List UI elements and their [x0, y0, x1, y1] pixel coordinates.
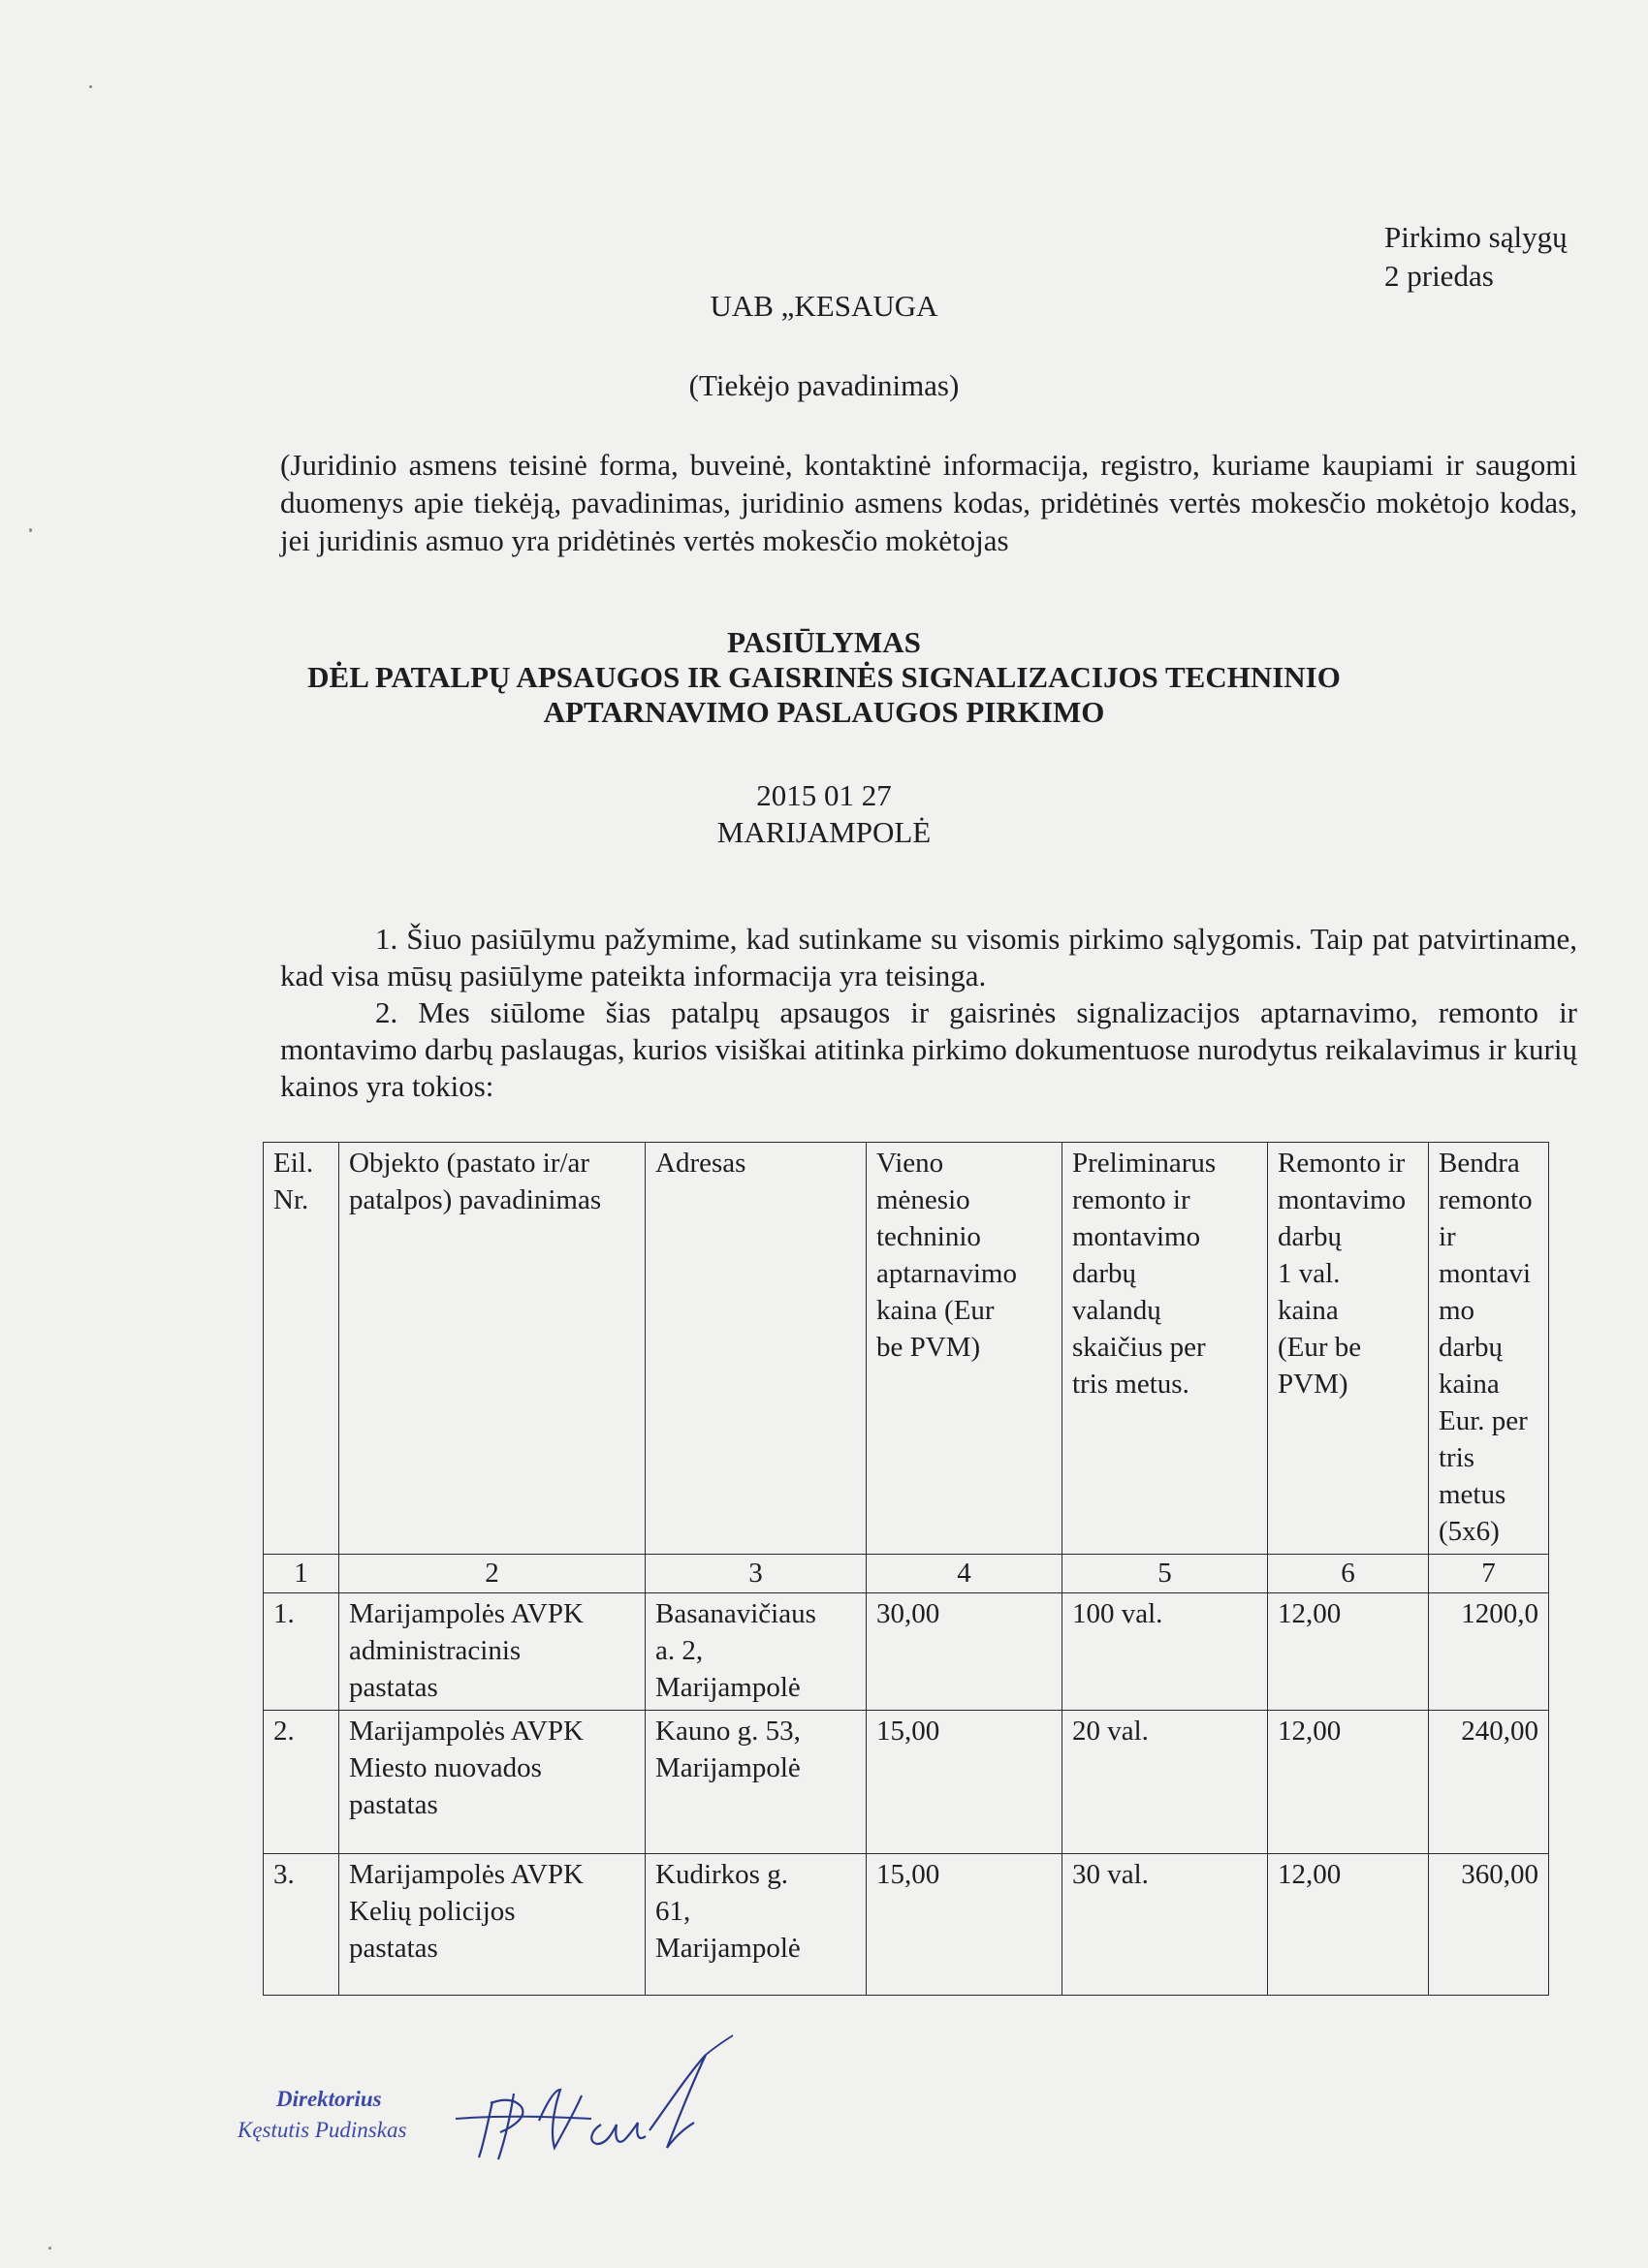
- table-row: [264, 1854, 1549, 1996]
- paragraph-1: [280, 921, 1577, 994]
- header-cell-monthly-price: Vieno mėnesio techninio aptarnavimo kaina (Eur be PVM): [867, 1143, 1062, 1555]
- row-nr: 3.: [264, 1854, 339, 1996]
- table-row: [264, 1593, 1549, 1711]
- appendix-line-2: 2 priedas: [1384, 259, 1494, 293]
- document-place: MARIJAMPOLĖ: [716, 815, 932, 849]
- row-hour-price: 12,00: [1268, 1854, 1429, 1996]
- header-cell-hours: Preliminarus remonto ir montavimo darbų valandų skaičius per tris metus.: [1062, 1143, 1268, 1555]
- header-cell-object: Objekto (pastato ir/ar patalpos) pavadinimas: [339, 1143, 646, 1555]
- table-row: [264, 1711, 1549, 1854]
- stamp-title: Direktorius: [276, 2087, 382, 2111]
- row-hour-price: 12,00: [1268, 1711, 1429, 1854]
- row-address: Kauno g. 53, Marijampolė: [646, 1711, 867, 1854]
- row-monthly-price: 30,00: [867, 1593, 1062, 1711]
- paragraph-2-text: 2. Mes siūlome šias patalpų apsaugos ir gaisrinės signalizacijos aptarnavimo, remonto ir montavimo darbų paslaugas, kurios visiškai atitinka pirkimo dokumentuose nurodytus reikalavimus ir kurių kainos yra tokios:: [280, 995, 1577, 1103]
- row-hours: 100 val.: [1062, 1593, 1268, 1711]
- appendix-label: [1384, 218, 1568, 296]
- header-cell-total: Bendra remonto ir montavi mo darbų kaina Eur. per tris metus (5x6): [1429, 1143, 1549, 1555]
- row-object: Marijampolės AVPK administracinis pastatas: [339, 1593, 646, 1711]
- table-header-row: [264, 1143, 1549, 1555]
- header-cell-address: Adresas: [646, 1143, 867, 1555]
- column-number: 4: [867, 1555, 1062, 1593]
- paragraph-1-text: 1. Šiuo pasiūlymu pažymime, kad sutinkame su visomis pirkimo sąlygomis. Taip pat patvirtiname, kad visa mūsų pasiūlyme pateikta informacija yra teisinga.: [280, 922, 1577, 992]
- header-cell-nr: Eil. Nr.: [264, 1143, 339, 1555]
- scan-speck: [29, 528, 32, 532]
- title-line-2: DĖL PATALPŲ APSAUGOS IR GAISRINĖS SIGNALIZACIJOS TECHNINIO: [307, 660, 1341, 694]
- column-number-row: [264, 1555, 1549, 1593]
- column-number: 6: [1268, 1555, 1429, 1593]
- row-monthly-price: 15,00: [867, 1854, 1062, 1996]
- title-line-1: PASIŪLYMAS: [727, 625, 921, 659]
- scan-speck: [48, 2247, 51, 2250]
- row-address: Basanavičiaus a. 2, Marijampolė: [646, 1593, 867, 1711]
- row-address: Kudirkos g. 61, Marijampolė: [646, 1854, 867, 1996]
- title-line-3: APTARNAVIMO PASLAUGOS PIRKIMO: [543, 695, 1105, 729]
- column-number: 1: [264, 1555, 339, 1593]
- column-number: 2: [339, 1555, 646, 1593]
- legal-entity-note: (Juridinio asmens teisinė forma, buveinė, kontaktinė informacija, registro, kuriame kaupiami ir saugomi duomenys apie tiekėją, pavadinimas, juridinio asmens kodas, pridėtinės vertės mokesčio mokėtojo kodas, jei juridinis asmuo yra pridėtinės vertės mokesčio mokėtojas: [280, 448, 1577, 557]
- offer-table: [263, 1142, 1549, 1996]
- header-cell-hour-price: Remonto ir montavimo darbų 1 val. kaina (Eur be PVM): [1268, 1143, 1429, 1555]
- paragraph-2: [280, 994, 1577, 1105]
- column-number: 7: [1429, 1555, 1549, 1593]
- appendix-line-1: Pirkimo sąlygų: [1384, 220, 1568, 254]
- director-stamp: [238, 2084, 407, 2146]
- date-place: [0, 777, 1648, 851]
- row-hours: 20 val.: [1062, 1711, 1268, 1854]
- row-nr: 1.: [264, 1593, 339, 1711]
- row-total: 240,00: [1429, 1711, 1549, 1854]
- scan-speck: [89, 85, 92, 88]
- row-hour-price: 12,00: [1268, 1593, 1429, 1711]
- handwritten-signature: [446, 2026, 795, 2171]
- supplier-caption: (Tiekėjo pavadinimas): [688, 368, 960, 402]
- column-number: 3: [646, 1555, 867, 1593]
- document-date: 2015 01 27: [756, 778, 892, 812]
- row-object: Marijampolės AVPK Kelių policijos pastatas: [339, 1854, 646, 1996]
- stamp-name: Kęstutis Pudinskas: [238, 2118, 407, 2142]
- supplier-name: UAB „KESAUGA: [710, 289, 938, 323]
- row-monthly-price: 15,00: [867, 1711, 1062, 1854]
- row-hours: 30 val.: [1062, 1854, 1268, 1996]
- row-total: 1200,0: [1429, 1593, 1549, 1711]
- document-title: [0, 625, 1648, 730]
- row-total: 360,00: [1429, 1854, 1549, 1996]
- row-object: Marijampolės AVPK Miesto nuovados pastatas: [339, 1711, 646, 1854]
- row-nr: 2.: [264, 1711, 339, 1854]
- column-number: 5: [1062, 1555, 1268, 1593]
